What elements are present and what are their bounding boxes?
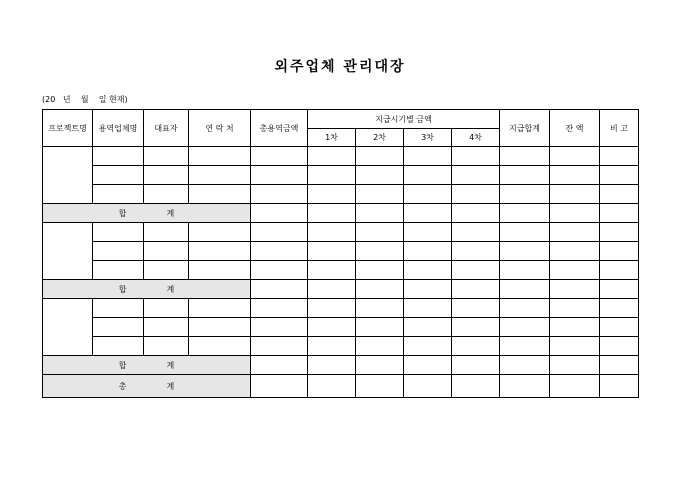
table-cell[interactable] (600, 318, 639, 337)
table-cell[interactable] (500, 185, 550, 204)
outsourcing-ledger-table (42, 109, 639, 398)
table-cell[interactable] (356, 261, 404, 280)
table-row (43, 185, 639, 204)
header-contact: 연 락 처 (189, 110, 251, 147)
table-cell[interactable] (550, 318, 600, 337)
table-cell[interactable] (356, 280, 404, 299)
document-title: 외주업체 관리대장 (274, 59, 406, 75)
table-cell[interactable] (452, 261, 500, 280)
table-cell[interactable] (251, 204, 308, 223)
subtotal-label: 합 계 (43, 280, 251, 299)
table-cell[interactable] (600, 147, 639, 166)
header-payment-total: 지급합계 (500, 110, 550, 147)
header-ceo: 대표자 (144, 110, 189, 147)
table-cell[interactable] (500, 375, 550, 398)
table-cell[interactable] (356, 147, 404, 166)
table-row (43, 261, 639, 280)
table-cell[interactable] (308, 223, 356, 242)
table-cell[interactable] (404, 280, 452, 299)
subtotal-row (43, 356, 639, 375)
table-cell[interactable] (550, 185, 600, 204)
table-cell[interactable] (308, 337, 356, 356)
table-body (43, 147, 639, 398)
table-cell[interactable] (550, 204, 600, 223)
table-cell[interactable] (500, 318, 550, 337)
table-cell[interactable] (189, 185, 251, 204)
table-row (43, 223, 639, 242)
table-cell[interactable] (500, 280, 550, 299)
table-cell[interactable] (404, 299, 452, 318)
table-cell[interactable] (189, 147, 251, 166)
table-cell[interactable] (452, 223, 500, 242)
table-cell[interactable] (452, 280, 500, 299)
table-row (43, 166, 639, 185)
table-cell[interactable] (600, 261, 639, 280)
table-cell[interactable] (251, 337, 308, 356)
table-cell[interactable] (404, 185, 452, 204)
table-cell[interactable] (308, 356, 356, 375)
table-cell[interactable] (404, 147, 452, 166)
table-cell[interactable] (93, 318, 144, 337)
table-cell[interactable] (452, 204, 500, 223)
table-row (43, 147, 639, 166)
table-cell[interactable] (93, 299, 144, 318)
header-payment-group: 지급시기별 금액 (308, 110, 500, 129)
table-cell[interactable] (452, 356, 500, 375)
table-cell[interactable] (308, 299, 356, 318)
table-cell[interactable] (500, 204, 550, 223)
header-company: 용역업체명 (93, 110, 144, 147)
table-cell[interactable] (452, 166, 500, 185)
table-cell[interactable] (308, 204, 356, 223)
table-cell[interactable] (452, 318, 500, 337)
table-cell[interactable] (189, 318, 251, 337)
table-cell[interactable] (404, 166, 452, 185)
header-round-2: 2차 (356, 129, 404, 147)
table-cell[interactable] (500, 356, 550, 375)
table-cell[interactable] (356, 356, 404, 375)
table-cell[interactable] (251, 375, 308, 398)
table-cell[interactable] (500, 261, 550, 280)
table-cell[interactable] (93, 337, 144, 356)
table-cell[interactable] (452, 185, 500, 204)
table-cell[interactable] (452, 337, 500, 356)
table-cell[interactable] (189, 166, 251, 185)
table-cell[interactable] (93, 147, 144, 166)
table-cell[interactable] (144, 337, 189, 356)
subtotal-label: 합 계 (43, 204, 251, 223)
project-cell[interactable] (43, 223, 93, 280)
table-cell[interactable] (251, 280, 308, 299)
table-cell[interactable] (308, 166, 356, 185)
subtotal-row (43, 280, 639, 299)
table-cell[interactable] (144, 223, 189, 242)
table-cell[interactable] (550, 147, 600, 166)
subtotal-label: 합 계 (43, 356, 251, 375)
table-row (43, 299, 639, 318)
table-cell[interactable] (550, 166, 600, 185)
table-cell[interactable] (550, 375, 600, 398)
header-balance: 잔 액 (550, 110, 600, 147)
table-cell[interactable] (189, 242, 251, 261)
table-cell[interactable] (452, 375, 500, 398)
table-cell[interactable] (251, 299, 308, 318)
table-cell[interactable] (600, 223, 639, 242)
grandtotal-row (43, 375, 639, 398)
table-cell[interactable] (251, 166, 308, 185)
table-cell[interactable] (452, 147, 500, 166)
table-cell[interactable] (404, 337, 452, 356)
table-cell[interactable] (500, 166, 550, 185)
table-cell[interactable] (93, 242, 144, 261)
table-cell[interactable] (404, 356, 452, 375)
table-cell[interactable] (600, 204, 639, 223)
table-cell[interactable] (356, 375, 404, 398)
table-cell[interactable] (452, 242, 500, 261)
grandtotal-label: 총 계 (43, 375, 251, 398)
table-cell[interactable] (251, 242, 308, 261)
table-cell[interactable] (93, 261, 144, 280)
table-cell[interactable] (308, 375, 356, 398)
table-cell[interactable] (144, 261, 189, 280)
table-cell[interactable] (356, 185, 404, 204)
table-cell[interactable] (356, 242, 404, 261)
table-cell[interactable] (404, 261, 452, 280)
project-cell[interactable] (43, 299, 93, 356)
table-cell[interactable] (500, 223, 550, 242)
table-cell[interactable] (251, 147, 308, 166)
table-cell[interactable] (550, 356, 600, 375)
table-cell[interactable] (251, 261, 308, 280)
table-cell[interactable] (251, 185, 308, 204)
table-cell[interactable] (308, 147, 356, 166)
table-cell[interactable] (356, 166, 404, 185)
table-cell[interactable] (600, 166, 639, 185)
table-cell[interactable] (500, 242, 550, 261)
header-remarks: 비 고 (600, 110, 639, 147)
table-cell[interactable] (404, 242, 452, 261)
table-cell[interactable] (144, 147, 189, 166)
table-cell[interactable] (189, 223, 251, 242)
project-cell[interactable] (43, 147, 93, 204)
header-round-1: 1차 (308, 129, 356, 147)
table-cell[interactable] (93, 223, 144, 242)
table-cell[interactable] (600, 337, 639, 356)
table-cell[interactable] (308, 185, 356, 204)
table-cell[interactable] (144, 299, 189, 318)
table-cell[interactable] (308, 242, 356, 261)
table-row (43, 318, 639, 337)
date-line: (20 년 월 일 현재) (42, 95, 128, 104)
header-round-4: 4차 (452, 129, 500, 147)
table-cell[interactable] (251, 223, 308, 242)
subtotal-row (43, 204, 639, 223)
table-cell[interactable] (356, 318, 404, 337)
table-cell[interactable] (550, 242, 600, 261)
table-cell[interactable] (550, 280, 600, 299)
table-cell[interactable] (500, 337, 550, 356)
header-total-amount: 총용역금액 (251, 110, 308, 147)
table-row (43, 337, 639, 356)
table-cell[interactable] (189, 299, 251, 318)
table-cell[interactable] (189, 261, 251, 280)
table-cell[interactable] (144, 242, 189, 261)
table-cell[interactable] (144, 166, 189, 185)
table-row (43, 242, 639, 261)
table-cell[interactable] (452, 299, 500, 318)
header-project: 프로젝트명 (43, 110, 93, 147)
table-cell[interactable] (500, 299, 550, 318)
table-header (43, 110, 639, 147)
table-cell[interactable] (404, 204, 452, 223)
table-cell[interactable] (404, 375, 452, 398)
table-cell[interactable] (356, 204, 404, 223)
table-cell[interactable] (308, 318, 356, 337)
table-cell[interactable] (550, 261, 600, 280)
table-cell[interactable] (93, 166, 144, 185)
table-cell[interactable] (600, 242, 639, 261)
table-cell[interactable] (550, 299, 600, 318)
table-cell[interactable] (500, 147, 550, 166)
table-cell[interactable] (600, 280, 639, 299)
table-cell[interactable] (356, 223, 404, 242)
table-cell[interactable] (308, 280, 356, 299)
table-cell[interactable] (356, 337, 404, 356)
table-cell[interactable] (251, 318, 308, 337)
table-cell[interactable] (144, 185, 189, 204)
table-cell[interactable] (308, 261, 356, 280)
header-round-3: 3차 (404, 129, 452, 147)
table-cell[interactable] (550, 223, 600, 242)
table-cell[interactable] (251, 356, 308, 375)
table-cell[interactable] (600, 356, 639, 375)
table-cell[interactable] (550, 337, 600, 356)
table-cell[interactable] (356, 299, 404, 318)
table-cell[interactable] (404, 223, 452, 242)
table-cell[interactable] (93, 185, 144, 204)
table-cell[interactable] (404, 318, 452, 337)
table-cell[interactable] (189, 337, 251, 356)
table-cell[interactable] (144, 318, 189, 337)
table-cell[interactable] (600, 299, 639, 318)
table-cell[interactable] (600, 375, 639, 398)
table-cell[interactable] (600, 185, 639, 204)
